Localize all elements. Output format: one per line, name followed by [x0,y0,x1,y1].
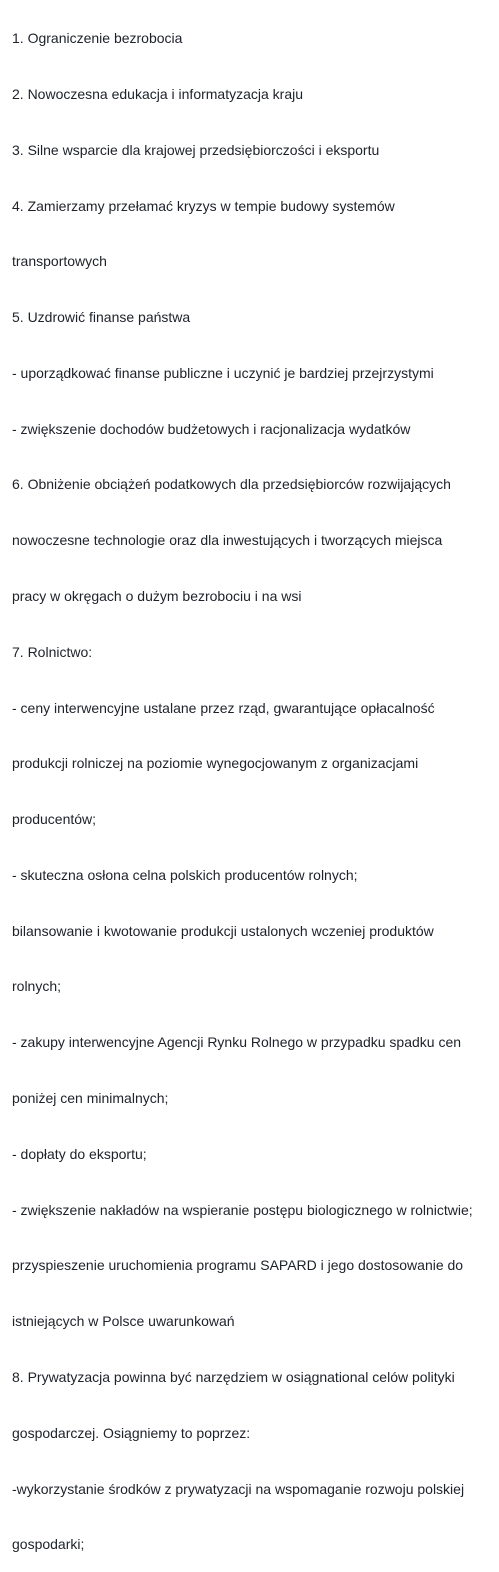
post-line: -wykorzystanie środków z prywatyzacji na wspomaganie rozwoju polskiej [12,1480,465,1497]
post-line: przyspieszenie uruchomienia programu SAPARD i jego dostosowanie do [12,1257,464,1274]
post-line: - zakupy interwencyjne Agencji Rynku Rolnego w przypadku spadku cen [12,1034,462,1051]
post-line: pracy w okręgach o dużym bezrobociu i na wsi [12,588,302,604]
post-line: 2. Nowoczesna edukacja i informatyzacja kraju [12,85,304,102]
post-line: nowoczesne technologie oraz dla inwestujących i tworzących miejsca [12,532,443,549]
post-line: gospodarki; [12,1536,85,1553]
post-line: 6. Obniżenie obciążeń podatkowych dla przedsiębiorców rozwijających [12,476,451,493]
post-line: - dopłaty do eksportu; [12,1145,147,1162]
post-line: - skuteczna osłona celna polskich producentów rolnych; [12,866,358,883]
post-line: poniżej cen minimalnych; [12,1090,169,1107]
post-line: rolnych; [12,978,62,995]
post-line: - ceny interwencyjne ustalane przez rząd, gwarantujące opłacalność [12,699,435,716]
post-line: 3. Silne wsparcie dla krajowej przedsiębiorczości i eksportu [12,141,380,158]
post-line: 8. Prywatyzacja powinna być narzędziem w osiągnational celów polityki [12,1368,455,1385]
post-line: - zwiększenie nakładów na wspieranie postępu biologicznego w rolnictwie; [12,1201,473,1218]
post-body-text [12,0,496,1572]
post-line: transportowych [12,253,107,270]
post-line: - zwiększenie dochodów budżetowych i racjonalizacja wydatków [12,420,411,437]
post-line: bilansowanie i kwotowanie produkcji ustalonych wczeniej produktów [12,922,434,939]
post-line: - uporządkować finanse publiczne i uczynić je bardziej przejrzystymi [12,364,434,381]
post-line: 7. Rolnictwo: [12,643,93,660]
post-line: 4. Zamierzamy przełamać kryzys w tempie budowy systemów [12,197,395,214]
post-line: producentów; [12,811,97,828]
post-line: istniejących w Polsce uwarunkowań [12,1313,235,1330]
post-line: gospodarczej. Osiągniemy to poprzez: [12,1424,251,1441]
post-line: produkcji rolniczej na poziomie wynegocjowanym z organizacjami [12,755,419,772]
post-line: 5. Uzdrowić finanse państwa [12,309,191,326]
post-line: 1. Ograniczenie bezrobocia [12,30,183,47]
